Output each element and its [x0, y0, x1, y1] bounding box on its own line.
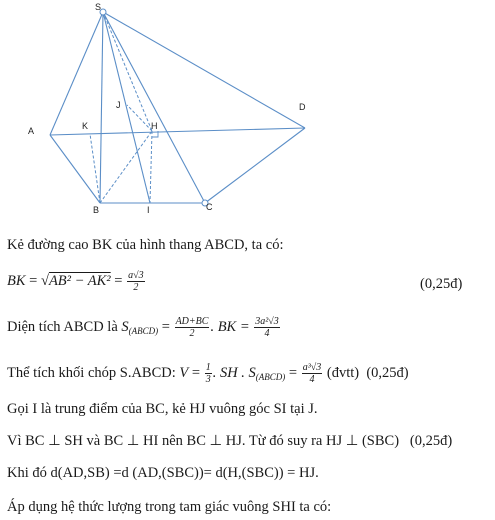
fraction-numerator: a√3: [128, 270, 144, 281]
label-S: S: [95, 2, 102, 12]
s-subscript: (ABCD): [255, 371, 286, 382]
edge-SI: [103, 12, 150, 203]
label-B: B: [93, 205, 100, 215]
fraction-numerator: a³√3: [302, 362, 322, 373]
s-subscript: (ABCD): [128, 325, 159, 336]
equals: =: [188, 364, 204, 381]
fraction: [254, 316, 280, 339]
score-line-2: (0,25đ): [420, 276, 463, 292]
text-line-1: Kẻ đường cao BK của hình thang ABCD, ta có:: [7, 237, 284, 253]
fraction-numerator: AD+BC: [175, 316, 209, 327]
fraction-numerator: 1: [205, 362, 211, 373]
text-line-2: [7, 270, 146, 293]
fraction: [175, 316, 210, 339]
equals: =: [110, 272, 127, 289]
edge-SA: [50, 12, 103, 135]
sqrt-body: AB² − AK²: [48, 272, 111, 289]
bk-symbol: BK: [7, 272, 26, 289]
fraction: [127, 270, 145, 293]
text-line-4: [7, 362, 409, 385]
equals: =: [158, 318, 174, 335]
edge-CD: [205, 128, 305, 203]
segment-HI: [150, 131, 152, 203]
fraction-numerator: 3a²√3: [255, 316, 279, 327]
segment-BK: [90, 134, 100, 203]
v-symbol: V: [179, 364, 189, 381]
volume-unit: (đvtt): [323, 364, 360, 381]
s-symbol: S: [121, 318, 129, 335]
segment-BH: [100, 131, 152, 203]
label-A: A: [28, 126, 35, 136]
text-line-3: [7, 316, 281, 339]
label-I: I: [147, 205, 150, 215]
label-H: H: [151, 121, 158, 131]
equals: =: [25, 272, 41, 289]
score-line-4: (0,25đ): [366, 364, 409, 381]
fraction-denominator: 4: [264, 328, 270, 339]
score-line-6: (0,25đ): [409, 433, 453, 449]
fraction-denominator: 2: [133, 282, 139, 293]
text-line-8: Áp dụng hệ thức lượng trong tam giác vuông SHI ta có:: [7, 499, 332, 515]
line4-mid: . SH . S: [212, 364, 256, 381]
fraction: [205, 362, 212, 385]
label-J: J: [116, 100, 121, 110]
edge-AB: [50, 135, 100, 203]
edge-SB: [100, 12, 103, 203]
line4-prefix: Thể tích khối chóp S.ABCD:: [7, 364, 180, 381]
equals: =: [285, 364, 301, 381]
label-C: C: [206, 202, 213, 212]
edge-SD: [103, 12, 305, 128]
line3-prefix: Diện tích ABCD là: [7, 318, 122, 335]
text-line-5: Gọi I là trung điểm của BC, kẻ HJ vuông góc SI tại J.: [7, 401, 318, 417]
fraction-denominator: 3: [205, 374, 211, 385]
fraction-denominator: 2: [189, 328, 195, 339]
label-D: D: [299, 102, 306, 112]
segment-HJ: [127, 105, 152, 131]
line3-mid: . BK =: [210, 318, 254, 335]
text-line-7: Khi đó d(AD,SB) =d (AD,(SBC))= d(H,(SBC)) = HJ.: [7, 465, 319, 481]
pyramid-figure: [0, 0, 495, 225]
edge-AD: [50, 128, 305, 135]
text-line-6: [7, 433, 452, 450]
fraction-denominator: 4: [309, 374, 315, 385]
sqrt-sign: √: [40, 272, 49, 289]
fraction: [302, 362, 323, 385]
label-K: K: [82, 121, 89, 131]
line6-text: Vì BC ⊥ SH và BC ⊥ HI nên BC ⊥ HJ. Từ đó suy ra HJ ⊥ (SBC): [7, 433, 400, 449]
